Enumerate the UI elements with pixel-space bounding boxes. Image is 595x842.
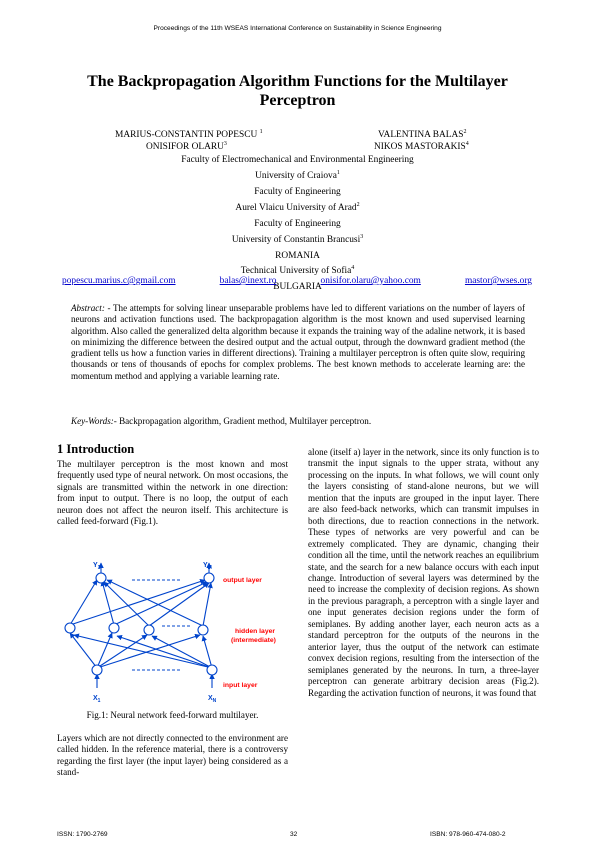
email-link[interactable]: popescu.marius.c@gmail.com [62,276,176,286]
author-3: ONISIFOR OLARU$^3$ [146,141,227,153]
title-line-1: The Backpropagation Algorithm Functions for the Multilayer [87,73,508,90]
email-link[interactable]: mastor@wses.org [464,276,532,286]
author-2: VALENTINA BALAS$^2$ [378,129,467,141]
figure-neural-network [57,558,288,708]
abstract-label: Abstract: [71,303,105,313]
affiliation-line: Faculty of Engineering [254,218,341,229]
label-ym: $Y_M$ [203,562,212,571]
input-neuron [92,665,102,675]
affiliation-line: ROMANIA [275,250,320,261]
network-connections [70,563,212,688]
label-xn: $X_N$ [208,695,217,704]
running-header: Proceedings of the 11th WSEAS International Conference on Sustainability in Science Engineering [153,25,442,32]
keywords-label: Key-Words: [71,416,114,426]
affiliation-line: Aurel Vlaicu University of Arad$^2$ [235,201,360,213]
output-neuron [96,573,106,583]
label-x1: $X_1$ [93,695,101,704]
affiliation-line: Faculty of Electromechanical and Environmental Engineering [181,155,414,166]
keywords [71,416,525,426]
label-y1: $Y_1$ [93,562,101,571]
footer-page-number: 32 [290,831,298,838]
input-layer-label: input layer [223,682,258,689]
email-link[interactable]: onisifor.olaru@yahoo.com [320,276,421,286]
output-neuron [204,573,214,583]
affiliation-line: BULGARIA [273,282,322,293]
footer-isbn: ISBN: 978-960-474-080-2 [430,831,506,838]
hidden-layer-label: hidden layer [235,628,276,635]
right-column-text: alone (itself a) layer in the network, since its only function is to transmit the input signals to the upper strata, without any processing on the inputs. In what follows, we will count only the layers consisting of stand-alone neurons, but we will mention that the inputs are grouped in the input layer. There are also feed-back networks, which can transmit impulses in both directions, due to reaction connections in the network. These types of networks are very powerful and can be extremely complicated. They are dynamic, changing their condition all the time, until the network reaches an equilibrium state, and the search for a new balance occurs with each input change. Introduction of several layers was determined by the need to increase the complexity of decision regions. As shown in the previous paragraph, a perceptron with a single layer and one input generates decision regions under the form of semiplanes. By adding another layer, each neuron acts as a standard perceptron for the outputs of the neurons in the anterior layer, thus the output of the network can estimate convex decision regions, resulting from the intersection of the semiplanes generated by the neurons. In turn, a three-layer perceptron can generate arbitrary decision areas (Fig.2). Regarding the activation function of neurons, it was found that [308,447,539,698]
affiliations [60,151,535,294]
section-heading: 1 Introduction [57,442,135,456]
hidden-neuron [144,625,154,635]
output-layer-label: output layer [223,577,262,584]
title-line-2: Perceptron [259,92,336,109]
affiliation-line: Technical University of Sofia$^4$ [240,265,355,277]
affiliation-line: Faculty of Engineering [254,186,341,197]
hidden-neuron [65,623,75,633]
abstract [71,303,525,382]
keywords-text: - Backpropagation algorithm, Gradient method, Multilayer perceptron. [113,416,372,426]
paper-title [60,72,535,110]
input-neuron [207,665,217,675]
abstract-text: - The attempts for solving linear unseparable problems have led to different variations on the number of layers of neurons and activation functions used. The backpropagation algorithm is the most known and used supervised learning algorithm. Also called the generalized delta algorithm because it expands the training way of the adaline network, it is based on minimizing the difference between the desired output and the actual output, through the downward gradient method (the gradient tells us how a function varies in different directions). Training a multilayer perceptron is often quite slow, requiring thousands or tens of thousands of epochs for complex problems. The best known methods to accelerate learning are: the momentum method and applying a variable learning rate. [71,303,525,381]
hidden-neuron [198,625,208,635]
intermediate-label: (intermediate) [231,637,276,644]
footer-issn: ISSN: 1790-2769 [57,831,108,838]
email-link[interactable]: balas@inext.ro [219,276,277,286]
author-1: MARIUS-CONSTANTIN POPESCU $^1$ [115,129,263,141]
hidden-neuron [109,623,119,633]
author-4: NIKOS MASTORAKIS$^4$ [374,141,469,153]
left-column-paragraph-2: Layers which are not directly connected to the environment are called hidden. In the reference material, there is a controversy regarding the first layer (the input layer) being considered as a stand- [57,733,288,778]
figure-caption: Fig.1: Neural network feed-forward multilayer. [86,710,259,720]
email-list [62,276,532,286]
left-column-paragraph-1: The multilayer perceptron is the most known and most frequently used type of neural network. On most occasions, the signals are transmitted within the network in one direction: from input to output. There is no loop, the output of each neuron does not affect the neuron itself. This architecture is called feed-forward (Fig.1). [57,459,288,527]
affiliation-line: University of Constantin Brancusi$^3$ [231,233,364,245]
affiliation-line: University of Craiova$^1$ [255,169,340,182]
